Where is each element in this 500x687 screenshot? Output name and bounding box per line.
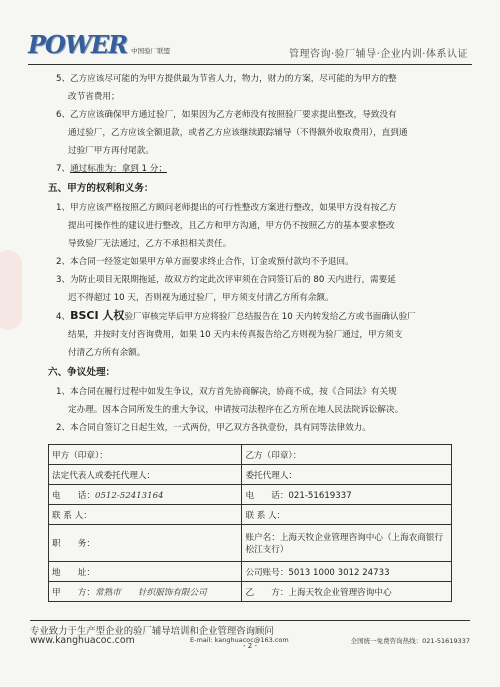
phone-b-value: 021-51619337 xyxy=(288,490,352,501)
phone-a-value: 0512-52413164 xyxy=(94,490,164,501)
party-a-clause-1-line-3: 导致验厂无法通过，乙方不承担相关责任。 xyxy=(68,239,232,249)
dispute-clause-1-line-2: 定办理。因本合同所发生的重大争议，申请按司法程序在乙方所在地人民法院诉讼解决。 xyxy=(68,405,404,415)
address-cell: 地 址： xyxy=(49,562,242,582)
phone-b-label: 电 话： xyxy=(245,490,289,501)
dispute-clause-2: 2、本合同自签订之日起生效，一式两份，甲乙双方各执壹份，具有同等法律效力。 xyxy=(56,423,371,433)
bsci-label: BSCI 人权 xyxy=(70,309,125,322)
footer-website: www.kanghuacoc.com xyxy=(30,635,135,646)
party-a-seal-cell: 甲方（印章）： xyxy=(49,445,242,465)
agent-cell: 委托代理人： xyxy=(242,465,452,485)
clause-5-line-2: 改节省费用； xyxy=(68,92,120,102)
party-a-clause-4-line-3: 付清乙方所有余额。 xyxy=(68,348,146,358)
clause-7 xyxy=(40,160,460,178)
section-6-heading: 六、争议处理： xyxy=(48,367,116,378)
page-number: - 2 - xyxy=(243,642,257,650)
clause-6-line-1: 6、乙方应该确保甲方通过验厂，如果因为乙方老师没有按照验厂要求提出整改，导致没有 xyxy=(56,110,397,120)
section-5-heading: 五、甲方的权利和义务： xyxy=(48,183,154,194)
clause-5-line-1: 5、乙方应该尽可能的为甲方提供最为节省人力，物力，财力的方案，尽可能的为甲方的整 xyxy=(56,74,397,84)
dispute-clause-1-line-1: 1、本合同在履行过程中如发生争议，双方首先协商解决，协商不成，按《合同法》有关规 xyxy=(56,387,397,397)
party-b-name-cell xyxy=(242,582,452,602)
footer-hotline: 全国统一免费咨询热线：021-51619337 xyxy=(350,637,470,645)
party-a-clause-1-line-2: 提出可操作性的建议进行整改，且乙方和甲方沟通，甲方仍不按照乙方的基本要求整改 xyxy=(68,221,395,231)
footer-email: E-mail: kanghuacoc@163.com xyxy=(190,636,289,644)
phone-b-cell xyxy=(242,485,452,505)
table-row xyxy=(49,505,452,525)
party-b-seal-cell: 乙方（印章）： xyxy=(242,445,452,465)
header-tagline: 管理咨询·验厂辅导·企业内训·体系认证 xyxy=(288,49,468,60)
table-row xyxy=(49,485,452,505)
clause-6-line-2: 通过验厂，乙方应该全额退款，或者乙方应该继续跟踪辅导（不得额外收取费用），直到通 xyxy=(68,128,408,138)
party-a-label: 甲 方： xyxy=(52,587,95,598)
party-a-clause-3-line-2: 迟不得超过 10 天，否则视为通过验厂，甲方须支付清乙方所有余额。 xyxy=(68,293,334,303)
legal-rep-cell: 法定代表人或委托代理人： xyxy=(49,465,242,485)
clause-7-number: 7、 xyxy=(56,164,71,174)
position-cell: 职 务： xyxy=(49,525,242,562)
company-logo xyxy=(28,30,170,59)
party-a-name-cell xyxy=(49,582,242,602)
logo-word: POWER xyxy=(28,30,128,59)
table-row xyxy=(49,445,452,465)
page-header xyxy=(28,18,472,65)
page-footer xyxy=(30,620,470,646)
clause-4-number: 4、 xyxy=(56,312,71,322)
party-a-clause-3-line-1: 3、为防止项目无限期拖延，故双方约定此次评审须在合同签订后的 80 天内进行，需要延 xyxy=(56,275,396,285)
clause-7-text: 通过标准为：拿到 1 分； xyxy=(70,164,167,174)
party-a-clause-1-line-1: 1、甲方应该严格按照乙方顾问老师提出的可行性整改方案进行整改，如果甲方没有按乙方 xyxy=(56,203,397,213)
party-a-clause-4-line-1 xyxy=(40,307,460,326)
contract-body xyxy=(40,70,460,437)
table-row xyxy=(49,525,452,562)
table-row xyxy=(49,465,452,485)
logo-subtitle: 中国验厂联盟 xyxy=(131,47,171,55)
phone-a-cell xyxy=(49,485,242,505)
phone-a-label: 电 话： xyxy=(52,490,95,501)
party-a-clause-4-line-2: 结果，并按时支付咨询费用，如果 10 天内未传真报告给乙方则视为验厂通过，甲方须支 xyxy=(68,330,403,340)
signature-table xyxy=(48,444,452,602)
contact-a-cell: 联 系 人： xyxy=(49,505,242,525)
table-row xyxy=(49,562,452,582)
party-a-name: 常熟市 针织服饰有限公司 xyxy=(94,587,207,598)
account-number-cell: 公司账号：5013 1000 3012 24733 xyxy=(242,562,452,582)
party-b-label: 乙 方： xyxy=(245,587,289,598)
clause-4-text: 验厂审核完毕后甲方应将验厂总结报告在 10 天内转发给乙方或书面确认验厂 xyxy=(124,312,416,322)
account-name-cell: 账户名：上海天牧企业管理咨询中心（上海农商银行松江支行） xyxy=(242,525,452,562)
red-stamp-mark xyxy=(0,250,22,330)
party-b-name: 上海天牧企业管理咨询中心 xyxy=(288,587,392,598)
party-a-clause-2: 2、本合同一经签定如果甲方单方面要求终止合作，订金或预付款均不予退回。 xyxy=(56,257,354,267)
clause-6-line-3: 过验厂甲方再付尾款。 xyxy=(68,146,154,156)
contact-b-cell: 联 系 人： xyxy=(242,505,452,525)
footer-slogan: 专业致力于生产型企业的验厂辅导培训和企业管理咨询顾问 xyxy=(30,626,274,637)
table-row xyxy=(49,582,452,602)
